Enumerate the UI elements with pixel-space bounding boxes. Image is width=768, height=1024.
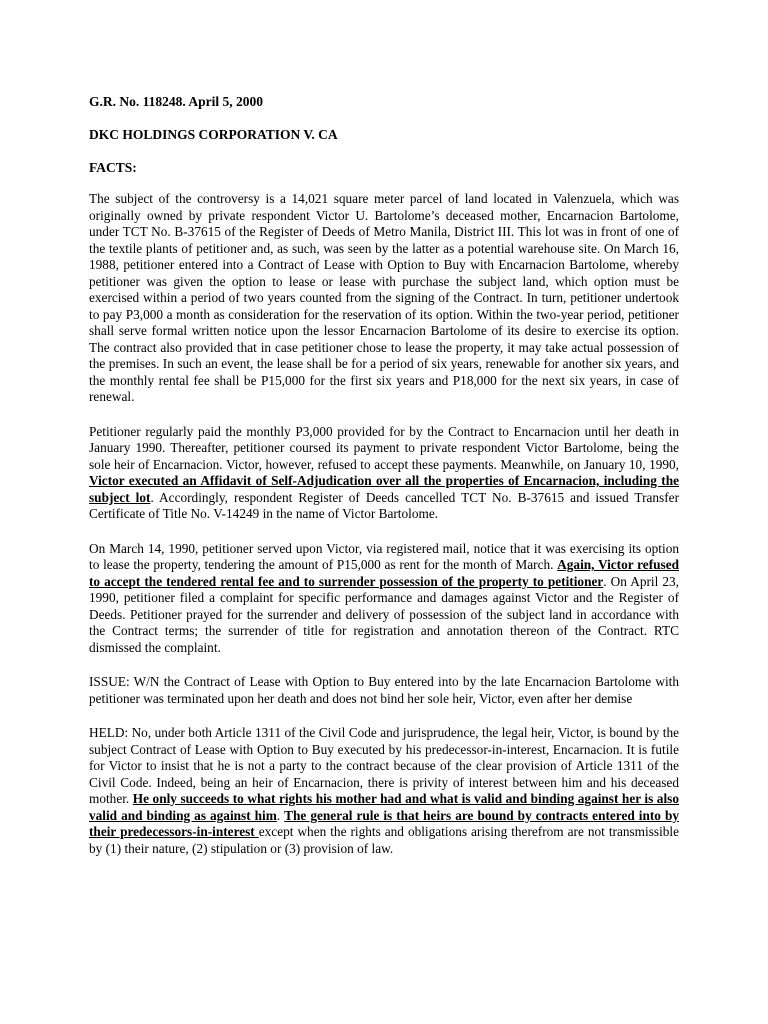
text-run: HELD: No, under both Article 1311 of the Civil Code and jurisprudence, the legal heir, Victor, is bound by the subject Contract of Lease with Option to Buy executed by his predecessor-in-interest, Encarnacion. It is futile for Victor to insist that he is not a party to the contract because of the clear provision of Article 1311 of the Civil Code. Indeed, being an heir of Encarnacion, there is privity of interest between him and his deceased mother. [89,725,679,806]
facts-heading: FACTS: [89,160,137,175]
text-run: . On April 23, 1990, petitioner filed a complaint for specific performance and damages against Victor and the Register of Deeds. Petitioner prayed for the surrender and delivery of possession of the subject land in accordance with the Contract terms; the surrender of title for registration and annotation thereon of the Contract. RTC dismissed the complaint. [89,573,679,655]
text-run: . Accordingly, respondent Register of Deeds cancelled TCT No. B-37615 and issued Transfer Certificate of Title No. V-14249 in the name of Victor Bartolome. [89,489,679,521]
emphasis-refusal: Again, Victor refused to accept the tendered rental fee and to surrender possession of the property to petitioner [89,557,679,589]
emphasis-general-rule: The general rule is that heirs are bound by contracts entered into by their predecessors-in-interest [89,807,679,839]
held-paragraph [89,725,679,857]
facts-paragraph-3 [89,541,679,657]
text-run: . [276,807,285,823]
issue-paragraph: ISSUE: W/N the Contract of Lease with Option to Buy entered into by the late Encarnacion Bartolome with petitioner was terminated upon her death and does not bind her sole heir, Victor, even after her demise [89,674,679,706]
case-citation: G.R. No. 118248. April 5, 2000 [89,94,264,109]
document-page [89,92,679,857]
emphasis-affidavit: Victor executed an Affidavit of Self-Adjudication over all the properties of Encarnacion, including the subject lot [89,473,679,505]
facts-paragraph-2 [89,424,679,523]
text-run: On March 14, 1990, petitioner served upon Victor, via registered mail, notice that it was exercising its option to lease the property, tendering the amount of P15,000 as rent for the month of March. [89,540,679,572]
case-title: DKC HOLDINGS CORPORATION V. CA [89,127,338,142]
text-run: Petitioner regularly paid the monthly P3,000 provided for by the Contract to Encarnacion until her death in January 1990. Thereafter, petitioner coursed its payment to private respondent Victor Bartolome, being the sole heir of Encarnacion. Victor, however, refused to accept these payments. Meanwhile, on January 10, 1990, [89,423,679,472]
facts-paragraph-1: The subject of the controversy is a 14,021 square meter parcel of land located in Valenzuela, which was originally owned by private respondent Victor U. Bartolome’s deceased mother, Encarnacion Bartolome, under TCT No. B-37615 of the Register of Deeds of Metro Manila, District III. This lot was in front of one of the textile plants of petitioner and, as such, was seen by the latter as a potential warehouse site. On March 16, 1988, petitioner entered into a Contract of Lease with Option to Buy with Encarnacion Bartolome, whereby petitioner was given the option to lease or lease with purchase the subject land, which option must be exercised within a period of two years counted from the signing of the Contract. In turn, petitioner undertook to pay P3,000 a month as consideration for the reservation of its option. Within the two-year period, petitioner shall serve formal written notice upon the lessor Encarnacion Bartolome of its desire to exercise its option. The contract also provided that in case petitioner chose to lease the property, it may take actual possession of the premises. In such an event, the lease shall be for a period of six years, renewable for another six years, and the monthly rental fee shall be P15,000 for the first six years and P18,000 for the next six years, in case of renewal. [89,191,679,404]
emphasis-succession: He only succeeds to what rights his mother had and what is valid and binding against her is also valid and binding as against him [89,791,679,823]
text-run: except when the rights and obligations arising therefrom are not transmissible by (1) their nature, (2) stipulation or (3) provision of law. [89,824,680,856]
